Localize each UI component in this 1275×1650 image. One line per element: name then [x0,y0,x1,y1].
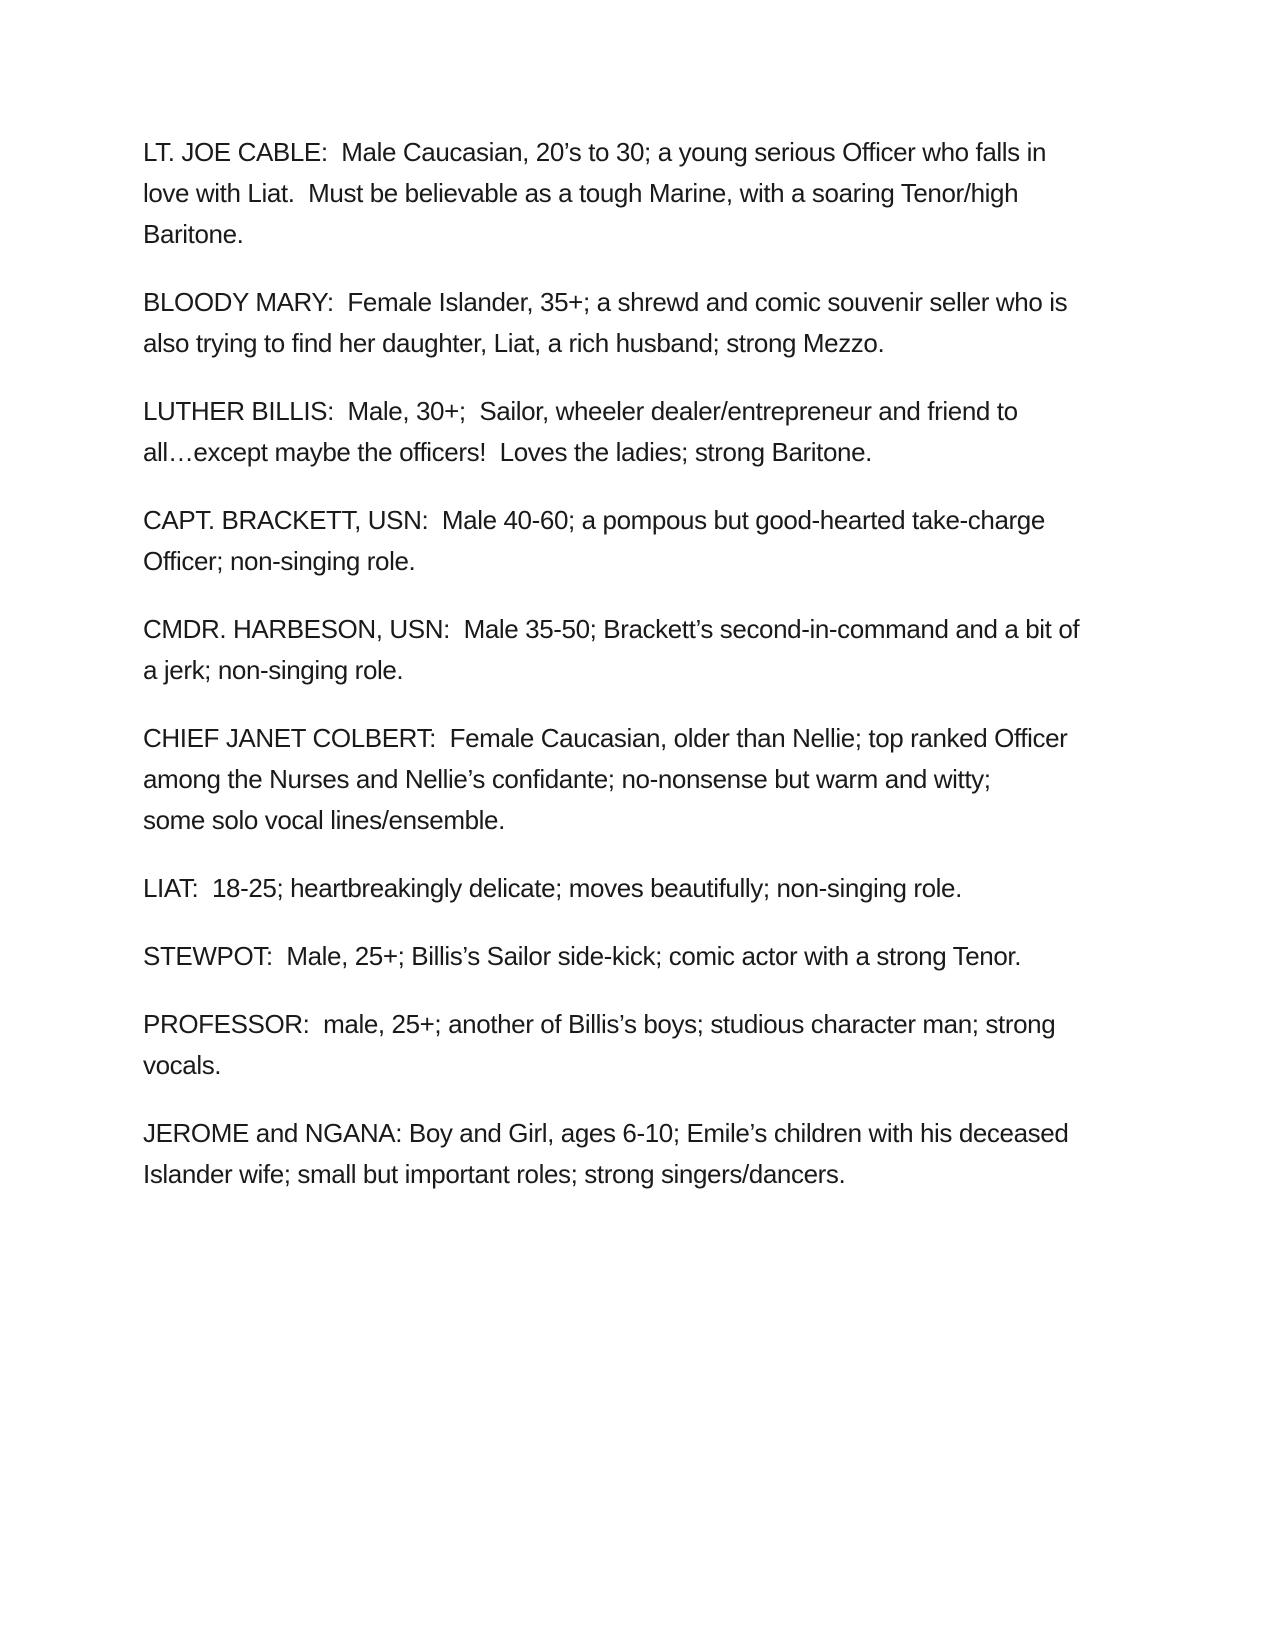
text-line: Officer; non-singing role. [143,546,416,576]
character-paragraph [143,936,1143,977]
text-line: all…except maybe the officers! Loves the ladies; strong Baritone. [143,437,872,467]
character-paragraph [143,718,1143,841]
text-line: CAPT. BRACKETT, USN: Male 40-60; a pompous but good-hearted take-charge [143,505,1045,535]
character-paragraph [143,132,1143,255]
character-paragraph [143,1004,1143,1086]
character-paragraph [143,609,1143,691]
text-line: CMDR. HARBESON, USN: Male 35-50; Brackett’s second-in-command and a bit of [143,614,1080,644]
character-paragraph [143,500,1143,582]
text-line: LUTHER BILLIS: Male, 30+; Sailor, wheeler dealer/entrepreneur and friend to [143,396,1018,426]
character-paragraph [143,868,1143,909]
text-line: some solo vocal lines/ensemble. [143,805,505,835]
text-line: LIAT: 18-25; heartbreakingly delicate; moves beautifully; non-singing role. [143,873,962,903]
text-line: love with Liat. Must be believable as a tough Marine, with a soaring Tenor/high [143,178,1019,208]
text-line: among the Nurses and Nellie’s confidante; no-nonsense but warm and witty; [143,764,991,794]
text-line: vocals. [143,1050,222,1080]
text-line: LT. JOE CABLE: Male Caucasian, 20’s to 30; a young serious Officer who falls in [143,137,1047,167]
text-line: JEROME and NGANA: Boy and Girl, ages 6-10; Emile’s children with his deceased [143,1118,1069,1148]
text-line: Baritone. [143,219,244,249]
text-line: Islander wife; small but important roles; strong singers/dancers. [143,1159,846,1189]
text-line: also trying to find her daughter, Liat, a rich husband; strong Mezzo. [143,328,885,358]
character-paragraph [143,391,1143,473]
text-line: a jerk; non-singing role. [143,655,404,685]
document-body [143,132,1143,1222]
text-line: BLOODY MARY: Female Islander, 35+; a shrewd and comic souvenir seller who is [143,287,1068,317]
text-line: PROFESSOR: male, 25+; another of Billis’s boys; studious character man; strong [143,1009,1056,1039]
text-line: STEWPOT: Male, 25+; Billis’s Sailor side-kick; comic actor with a strong Tenor. [143,941,1022,971]
text-line: CHIEF JANET COLBERT: Female Caucasian, older than Nellie; top ranked Officer [143,723,1068,753]
character-paragraph [143,1113,1143,1195]
character-paragraph [143,282,1143,364]
